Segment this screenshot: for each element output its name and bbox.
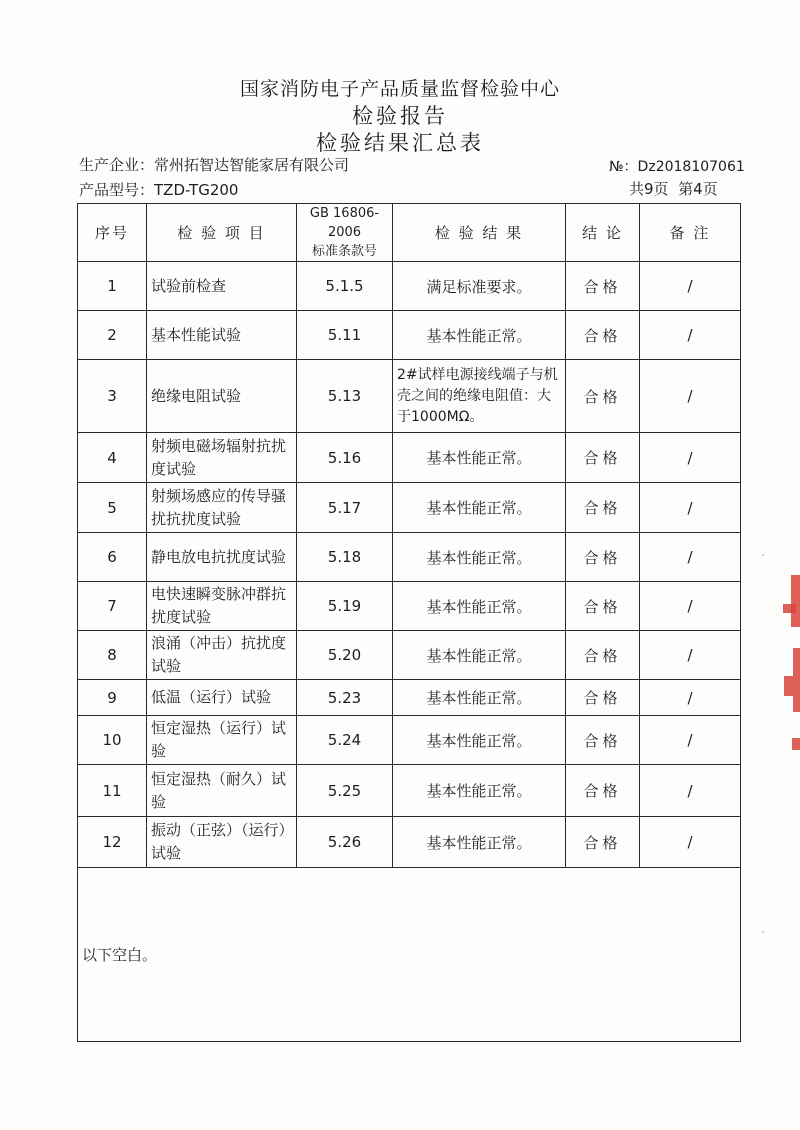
table-row <box>78 716 741 765</box>
row-item: 恒定湿热（运行）试验 <box>147 716 297 765</box>
table-row <box>78 360 741 433</box>
row-item: 浪涌（冲击）抗扰度试验 <box>147 631 297 680</box>
row-result: 基本性能正常。 <box>393 680 566 716</box>
row-no: 11 <box>78 765 147 817</box>
row-result: 满足标准要求。 <box>393 262 566 311</box>
row-clause: 5.20 <box>297 631 393 680</box>
row-note: / <box>640 765 741 817</box>
row-clause: 5.11 <box>297 311 393 360</box>
row-note: / <box>640 716 741 765</box>
header-item: 检 验 项 目 <box>147 204 297 262</box>
row-conclusion: 合格 <box>566 631 640 680</box>
row-clause: 5.18 <box>297 533 393 582</box>
row-result: 2#试样电源接线端子与机壳之间的绝缘电阻值：大于1000MΩ。 <box>393 360 566 433</box>
row-clause: 5.16 <box>297 433 393 483</box>
model-label: 产品型号： <box>79 181 155 199</box>
org-name: 国家消防电子产品质量监督检验中心 <box>239 78 560 100</box>
row-result: 基本性能正常。 <box>393 533 566 582</box>
row-result: 基本性能正常。 <box>393 311 566 360</box>
table-row <box>78 433 741 483</box>
row-note: / <box>640 582 741 631</box>
row-conclusion: 合格 <box>566 765 640 817</box>
row-note: / <box>640 262 741 311</box>
row-item: 射频电磁场辐射抗扰度试验 <box>147 433 297 483</box>
row-result: 基本性能正常。 <box>393 582 566 631</box>
table-row <box>78 483 741 533</box>
row-item: 电快速瞬变脉冲群抗扰度试验 <box>147 582 297 631</box>
table-row <box>78 680 741 716</box>
row-result: 基本性能正常。 <box>393 817 566 868</box>
row-note: / <box>640 360 741 433</box>
row-item: 振动（正弦）（运行）试验 <box>147 817 297 868</box>
row-item: 基本性能试验 <box>147 311 297 360</box>
row-no: 12 <box>78 817 147 868</box>
row-conclusion: 合格 <box>566 533 640 582</box>
blank-area-row <box>78 868 741 1042</box>
table-row <box>78 817 741 868</box>
row-no: 4 <box>78 433 147 483</box>
row-no: 6 <box>78 533 147 582</box>
row-no: 9 <box>78 680 147 716</box>
table-header-row <box>78 204 741 262</box>
row-conclusion: 合格 <box>566 582 640 631</box>
table-row <box>78 262 741 311</box>
row-note: / <box>640 433 741 483</box>
report-number: №：Dz2018107061 <box>609 159 745 175</box>
document-title: 检验报告 <box>352 104 448 128</box>
row-item: 绝缘电阻试验 <box>147 360 297 433</box>
page-number: 第4页 <box>678 180 718 198</box>
table-row <box>78 631 741 680</box>
row-conclusion: 合格 <box>566 262 640 311</box>
model-line <box>79 179 238 200</box>
model-value: TZD-TG200 <box>154 181 239 199</box>
row-result: 基本性能正常。 <box>393 483 566 533</box>
results-table <box>77 203 741 1042</box>
header-standard-code: GB 16806-2006 <box>309 206 380 240</box>
row-clause: 5.19 <box>297 582 393 631</box>
row-conclusion: 合格 <box>566 433 640 483</box>
row-conclusion: 合格 <box>566 311 640 360</box>
scan-speck: · <box>761 925 766 941</box>
row-item: 恒定湿热（耐久）试验 <box>147 765 297 817</box>
row-conclusion: 合格 <box>566 817 640 868</box>
row-result: 基本性能正常。 <box>393 433 566 483</box>
row-conclusion: 合格 <box>566 360 640 433</box>
row-result: 基本性能正常。 <box>393 765 566 817</box>
total-pages: 共9页 <box>629 180 669 198</box>
row-conclusion: 合格 <box>566 483 640 533</box>
row-no: 8 <box>78 631 147 680</box>
row-clause: 5.1.5 <box>297 262 393 311</box>
row-no: 1 <box>78 262 147 311</box>
row-no: 3 <box>78 360 147 433</box>
row-conclusion: 合格 <box>566 716 640 765</box>
row-note: / <box>640 631 741 680</box>
header-standard-clause: 标准条款号 <box>311 244 377 259</box>
row-note: / <box>640 483 741 533</box>
row-item: 试验前检查 <box>147 262 297 311</box>
row-clause: 5.17 <box>297 483 393 533</box>
row-no: 2 <box>78 311 147 360</box>
page-subtitle: 检验结果汇总表 <box>316 131 484 155</box>
page-info <box>629 178 718 199</box>
row-note: / <box>640 533 741 582</box>
manufacturer-line <box>79 154 349 175</box>
scan-speck: · <box>761 548 766 564</box>
row-note: / <box>640 817 741 868</box>
row-no: 5 <box>78 483 147 533</box>
header-result: 检 验 结 果 <box>393 204 566 262</box>
header-standard <box>297 204 393 262</box>
row-clause: 5.13 <box>297 360 393 433</box>
row-clause: 5.23 <box>297 680 393 716</box>
row-no: 10 <box>78 716 147 765</box>
row-item: 低温（运行）试验 <box>147 680 297 716</box>
manufacturer-value: 常州拓智达智能家居有限公司 <box>154 156 350 174</box>
row-note: / <box>640 680 741 716</box>
row-clause: 5.25 <box>297 765 393 817</box>
row-result: 基本性能正常。 <box>393 631 566 680</box>
row-note: / <box>640 311 741 360</box>
header-conclusion: 结 论 <box>566 204 640 262</box>
header-note: 备 注 <box>640 204 741 262</box>
row-conclusion: 合格 <box>566 680 640 716</box>
row-item: 静电放电抗扰度试验 <box>147 533 297 582</box>
row-result: 基本性能正常。 <box>393 716 566 765</box>
table-row <box>78 533 741 582</box>
table-row <box>78 765 741 817</box>
table-row <box>78 582 741 631</box>
row-no: 7 <box>78 582 147 631</box>
row-clause: 5.26 <box>297 817 393 868</box>
row-clause: 5.24 <box>297 716 393 765</box>
blank-note: 以下空白。 <box>78 868 741 1042</box>
header-no: 序号 <box>78 204 147 262</box>
manufacturer-label: 生产企业： <box>79 156 155 174</box>
row-item: 射频场感应的传导骚扰抗扰度试验 <box>147 483 297 533</box>
table-row <box>78 311 741 360</box>
